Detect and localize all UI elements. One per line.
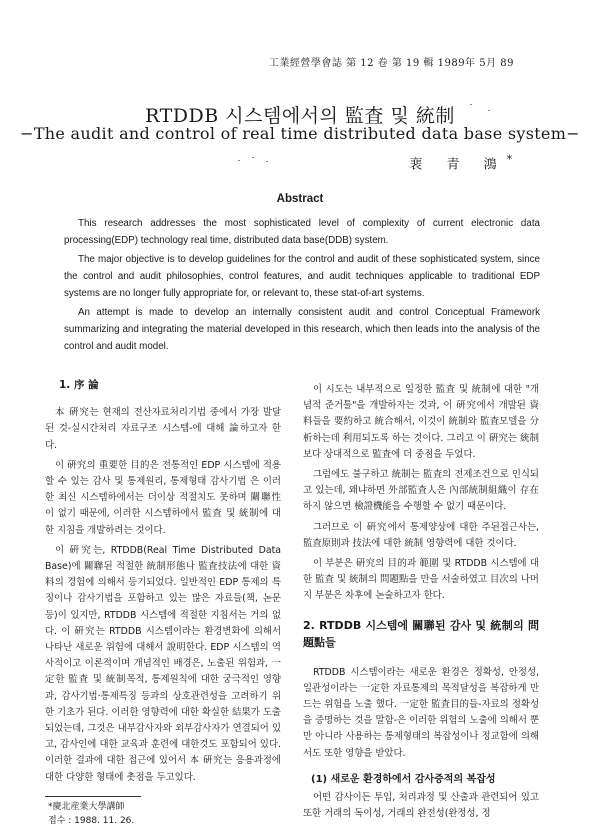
body-paragraph: 이 硏究는, RTDDB(Real Time Distributed Data Base)에 關聯된 적절한 統制形態나 監査技法에 대한 資料의 경험에 의해서 등기되었다. 일반적인 EDP 통제의 특징이나 감사기법을 포함하고 있는 많은 자료들(책, 논문 등)이 있지만, RTDDB 시스템에 적절한 지침서는 거의 없다. 이 硏究는 RTDDB 시스템이라는 환경변화에 의해서 나타난 새로운 위험에 대해서 說明한다. EDP 시스템의 역사적이고 이론적이며 개념적인 배경은, 노출된 위험과, 一定한 監査 및 統制목적, 통제원칙에 대한 궁극적인 영향과, 감사기법·통제특징 등과의 상호관련성을 고려하기 위한 기초가 된다. 이러한 영향력에 대한 확실한 結果가 도출 되었는데, 그것은 내부감사자와 외부감사자가 연결되어 있고, 감사인에 대한 교육과 훈련에 대한것도 포함되어 있다. 이러한 결과에 대한 접근에 있어서 本 硏究는 응용과정에 대한 다양한 형태에 촛점을 두고있다. <box>45 544 281 783</box>
scan-speck <box>488 110 490 111</box>
body-paragraph: 그럼에도 불구하고 統制는 監査의 전제조건으로 인식되고 있는데, 왜냐하면 外部監査人은 內部統制組織이 存在하지 않으면 檢證機能을 수행할 수 없기 때문이다. <box>303 469 539 513</box>
body-paragraph: 本 硏究는 현재의 전산자료처리기법 중에서 가장 발달된 것-실시간처리 자료구조 시스템-에 대해 論하고자 한다. <box>45 407 281 451</box>
abstract-paragraph: The major objective is to develop guidelines for the control and audit of these sophisticated system, since the control and audit philosophies, control features, and audit techniques applicable to traditional EDP systems are no longer fully appropriate for, or relevant to, these stat-of-art systems. <box>64 254 540 299</box>
paper-title-english: −The audit and control of real time distributed data base system− <box>20 124 580 143</box>
footnote-divider <box>45 796 141 797</box>
body-paragraph: 이 부분은 硏究의 目的과 範圍 및 RTDDB 시스템에 대한 監査 및 統制의 問題點을 만을 서술하였고 目次의 나머지 부분은 차후에 논술하고자 한다. <box>303 558 539 602</box>
author-affiliation: *慶北産業大學講師 <box>48 802 125 812</box>
abstract-body <box>64 215 540 355</box>
body-paragraph: 이 시도는 내부적으로 일정한 監査 및 統制에 대한 "개념적 준거틀"을 개발하자는 것과, 이 硏究에서 개발된 資料들을 要約하고 統合해서, 이것이 統制와 監査모델을 分析하는데 利用되도록 하는 것이다. 그리고 이 硏究는 統制보다 상대적으로 監査에 더 중점을 두었다. <box>303 384 539 460</box>
body-paragraph: 어떤 감사이든 투입, 처리과정 및 산출과 관련되어 있고 또한 거래의 독이성, 거래의 완전성(완정성, 정 <box>303 792 539 820</box>
footnote <box>48 800 134 828</box>
section-heading-problems: 2. RTDDB 시스템에 關聯된 감사 및 統制의 問題點들 <box>303 618 539 649</box>
paper-title-korean: RTDDB 시스템에서의 監査 및 統制 <box>145 105 455 127</box>
body-paragraph: 이 硏究의 重要한 目的은 전통적인 EDP 시스템에 적용할 수 있는 감사 및 통제원리, 통제형태 감사기법 은 이러한 최신 시스템하에서는 더이상 적절치도 못하며 關聯性이 없기 때문에, 이러한 시스템하에서 監査 및 統制에 대한 지침을 개발하려는 것이다. <box>45 459 281 536</box>
received-date: 접수 : 1988. 11. 26. <box>48 816 135 826</box>
subsection-heading: (1) 새로운 환경하에서 감사증적의 복잡성 <box>311 773 496 785</box>
abstract-heading: Abstract <box>276 193 324 205</box>
abstract-paragraph: This research addresses the most sophisticated level of complexity of current electronic data processing(EDP) technology real time, distributed data base(DDB) system. <box>64 218 540 246</box>
scan-speck <box>266 161 268 162</box>
running-header: 工業經營學會誌 第 12 卷 第 19 輯 1989年 5月 89 <box>268 58 514 69</box>
left-column <box>45 377 281 790</box>
scan-speck <box>252 157 254 158</box>
body-paragraph: 그러므로 이 硏究에서 통제양상에 대한 주된접근사는, 監査原則과 技法에 대한 統制 영향력에 대한 것이다. <box>303 521 539 549</box>
author-footnote-mark: * <box>506 153 522 166</box>
body-paragraph: RTDDB 시스템이라는 새로운 환경은 정확성, 안정성, 일관성이라는 一定한 자료통제의 목적달성을 복잡하게 만드는 위험을 노출 했다. 一定한 監査目的들-자료의 정확성을 증명하는 것을 말함-은 이러한 위험의 노출에 의해서 뿐만 아니라 사용하는 통제형태의 복잡성이나 정교함에 의해서도 또한 영향을 받았다. <box>303 666 539 759</box>
section-heading-introduction: 1. 序 論 <box>59 379 99 391</box>
scan-speck <box>238 160 240 161</box>
right-column <box>303 382 539 826</box>
author-name <box>409 153 522 172</box>
abstract-paragraph: An attempt is made to develop an internally consistent audit and control Conceptual Framework summarizing and integrating the material developed in this research, which then leads into the analysis of the control and audit model. <box>64 307 540 352</box>
scan-speck <box>470 104 472 105</box>
author-name-text: 裵 青 鴻 <box>409 157 507 173</box>
